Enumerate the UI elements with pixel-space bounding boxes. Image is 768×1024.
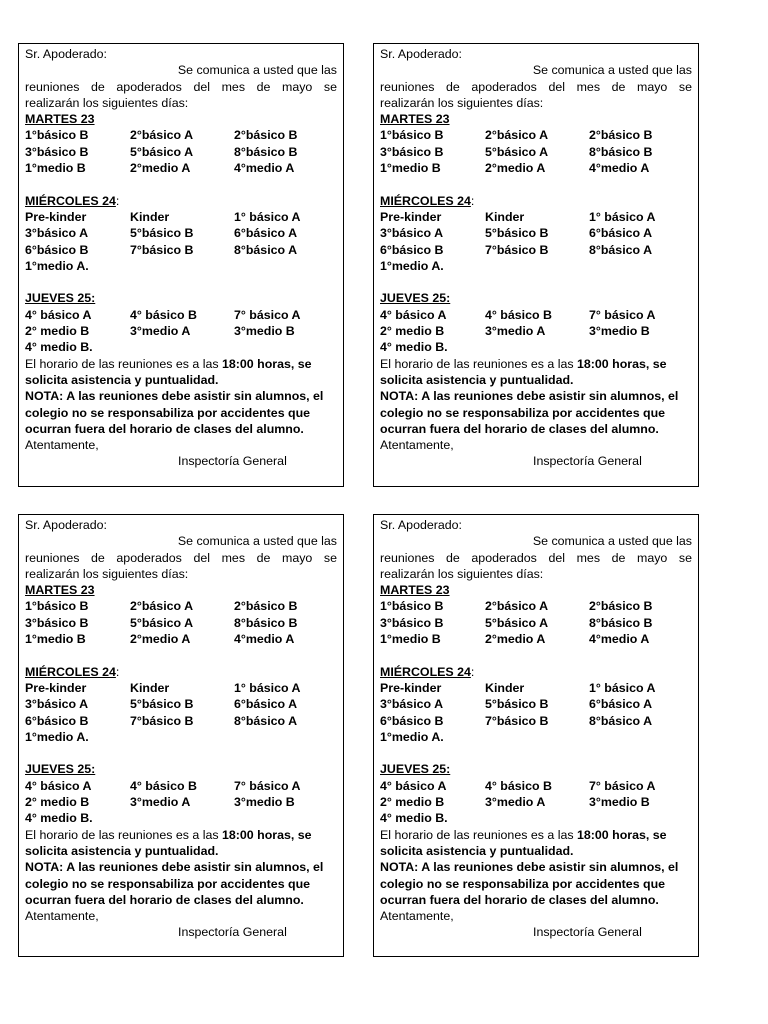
course-cell: 3°medio A bbox=[485, 795, 546, 810]
course-cell: 3°medio A bbox=[130, 324, 191, 339]
course-cell: 3°básico A bbox=[25, 697, 89, 712]
schedule-line-1 bbox=[25, 827, 337, 843]
day-block-jueves bbox=[25, 761, 337, 826]
course-cell: 2°medio A bbox=[130, 632, 191, 647]
course-row bbox=[380, 680, 692, 696]
day-heading-suffix: : bbox=[115, 664, 120, 679]
course-cell: 3°básico B bbox=[25, 615, 89, 630]
course-row bbox=[25, 144, 337, 160]
day-block-jueves bbox=[25, 290, 337, 355]
course-cell: 4° básico A bbox=[380, 778, 447, 793]
schedule-line-2: solicita asistencia y puntualidad. bbox=[380, 843, 574, 858]
intro-line-3: realizarán los siguientes días: bbox=[25, 95, 189, 110]
course-cell: 5°básico B bbox=[485, 226, 549, 241]
day-heading: JUEVES 25: bbox=[25, 291, 96, 306]
schedule-prefix: El horario de las reuniones es a las bbox=[25, 356, 222, 371]
course-row-extra bbox=[25, 810, 337, 826]
note-line-1: NOTA: A las reuniones debe asistir sin alumnos, el bbox=[25, 860, 324, 875]
course-row-extra bbox=[380, 729, 692, 745]
note-line-3: ocurran fuera del horario de clases del alumno. bbox=[25, 892, 304, 907]
signature: Inspectoría General bbox=[533, 925, 642, 940]
note-line-2: colegio no se responsabiliza por accidentes que bbox=[380, 876, 666, 891]
course-cell: 1°básico B bbox=[380, 128, 444, 143]
course-cell: 8°básico A bbox=[234, 242, 298, 257]
intro-line-1: Se comunica a usted que las bbox=[177, 534, 337, 549]
day-heading: MIÉRCOLES 24 bbox=[380, 193, 471, 208]
course-cell: 7° básico A bbox=[234, 778, 301, 793]
schedule-time: 18:00 horas, se bbox=[222, 827, 312, 842]
course-cell: 4°medio A bbox=[589, 632, 650, 647]
day-heading-suffix: : bbox=[470, 664, 475, 679]
course-cell: 2° medio B bbox=[380, 324, 445, 339]
course-row bbox=[380, 160, 692, 176]
note-line-2: colegio no se responsabiliza por accidentes que bbox=[380, 405, 666, 420]
intro-line-2: reuniones de apoderados del mes de mayo se bbox=[25, 79, 337, 94]
course-row bbox=[380, 696, 692, 712]
day-block-miercoles bbox=[380, 193, 692, 274]
course-row bbox=[25, 713, 337, 729]
day-heading: MIÉRCOLES 24 bbox=[25, 193, 116, 208]
course-row bbox=[25, 307, 337, 323]
course-row-extra bbox=[380, 810, 692, 826]
course-cell: 8°básico B bbox=[589, 144, 653, 159]
course-cell: 2°básico A bbox=[485, 128, 549, 143]
course-cell: 6°básico A bbox=[589, 226, 653, 241]
course-cell: Pre-kinder bbox=[380, 680, 442, 695]
course-cell: 2° medio B bbox=[380, 795, 445, 810]
greeting: Sr. Apoderado: bbox=[25, 518, 107, 532]
schedule-line-2: solicita asistencia y puntualidad. bbox=[25, 372, 219, 387]
course-cell: 3°medio A bbox=[130, 795, 191, 810]
day-block-martes bbox=[380, 582, 692, 647]
course-cell: 7° básico A bbox=[589, 778, 656, 793]
intro-line-3: realizarán los siguientes días: bbox=[380, 566, 544, 581]
course-cell: 7°básico B bbox=[130, 713, 194, 728]
day-heading: MIÉRCOLES 24 bbox=[380, 664, 471, 679]
day-block-jueves bbox=[380, 290, 692, 355]
course-cell: 6°básico B bbox=[25, 713, 89, 728]
day-block-miercoles bbox=[25, 193, 337, 274]
course-row bbox=[380, 794, 692, 810]
note-line-3: ocurran fuera del horario de clases del alumno. bbox=[380, 892, 659, 907]
course-cell: 1°medio B bbox=[380, 161, 441, 176]
course-cell: 4°medio A bbox=[589, 161, 650, 176]
course-cell: 4° medio B. bbox=[25, 811, 93, 826]
course-cell: 8°básico A bbox=[589, 713, 653, 728]
note-line-1: NOTA: A las reuniones debe asistir sin alumnos, el bbox=[25, 389, 324, 404]
course-row bbox=[25, 127, 337, 143]
course-cell: 5°básico B bbox=[130, 697, 194, 712]
schedule-prefix: El horario de las reuniones es a las bbox=[380, 827, 577, 842]
signature: Inspectoría General bbox=[178, 454, 287, 469]
course-cell: Kinder bbox=[485, 209, 525, 224]
schedule-time: 18:00 horas, se bbox=[577, 356, 667, 371]
course-cell: 3°básico B bbox=[380, 144, 444, 159]
course-cell: 5°básico A bbox=[485, 615, 549, 630]
course-cell: 5°básico A bbox=[485, 144, 549, 159]
course-cell: 1°medio B bbox=[25, 632, 86, 647]
course-cell: 1° básico A bbox=[234, 680, 301, 695]
day-heading-suffix: : bbox=[470, 193, 475, 208]
intro-line-2: reuniones de apoderados del mes de mayo se bbox=[380, 550, 692, 565]
course-cell: 2°básico A bbox=[130, 128, 194, 143]
notice-card-bottom-right bbox=[373, 514, 699, 957]
course-cell: 3°básico B bbox=[25, 144, 89, 159]
course-cell: 1°medio A. bbox=[380, 729, 444, 744]
course-cell: 7°básico B bbox=[130, 242, 194, 257]
course-cell: 1° básico A bbox=[234, 209, 301, 224]
course-cell: 4° básico A bbox=[25, 778, 92, 793]
course-cell: 3°básico A bbox=[380, 697, 444, 712]
course-row bbox=[25, 598, 337, 614]
course-cell: 5°básico A bbox=[130, 144, 194, 159]
intro-line-3: realizarán los siguientes días: bbox=[380, 95, 544, 110]
course-cell: 6°básico B bbox=[380, 242, 444, 257]
course-cell: 4° básico A bbox=[25, 307, 92, 322]
day-heading: MARTES 23 bbox=[25, 112, 95, 127]
course-row bbox=[25, 615, 337, 631]
course-cell: Pre-kinder bbox=[25, 209, 87, 224]
schedule-line-1 bbox=[380, 827, 692, 843]
day-block-miercoles bbox=[25, 664, 337, 745]
course-cell: 1°medio B bbox=[25, 161, 86, 176]
course-cell: 3°medio B bbox=[589, 795, 650, 810]
day-heading: JUEVES 25: bbox=[25, 762, 96, 777]
course-row bbox=[380, 144, 692, 160]
note-line-2: colegio no se responsabiliza por accidentes que bbox=[25, 405, 311, 420]
course-row-extra bbox=[380, 258, 692, 274]
day-heading: JUEVES 25: bbox=[380, 291, 451, 306]
day-block-jueves bbox=[380, 761, 692, 826]
schedule-line-1 bbox=[380, 356, 692, 372]
course-row bbox=[25, 160, 337, 176]
course-row bbox=[25, 209, 337, 225]
course-row bbox=[25, 631, 337, 647]
course-cell: 7° básico A bbox=[234, 307, 301, 322]
day-heading: JUEVES 25: bbox=[380, 762, 451, 777]
course-cell: 1°medio A. bbox=[380, 258, 444, 273]
course-cell: 1°medio B bbox=[380, 632, 441, 647]
course-cell: 1°básico B bbox=[25, 599, 89, 614]
intro-line-2: reuniones de apoderados del mes de mayo se bbox=[380, 79, 692, 94]
course-cell: 2°medio A bbox=[485, 161, 546, 176]
schedule-prefix: El horario de las reuniones es a las bbox=[380, 356, 577, 371]
schedule-line-1 bbox=[25, 356, 337, 372]
note-line-2: colegio no se responsabiliza por accidentes que bbox=[25, 876, 311, 891]
course-cell: 4° medio B. bbox=[380, 340, 448, 355]
course-cell: 3°medio B bbox=[234, 795, 295, 810]
day-heading-suffix: : bbox=[115, 193, 120, 208]
day-block-martes bbox=[25, 582, 337, 647]
course-cell: 6°básico A bbox=[234, 697, 298, 712]
course-cell: 8°básico B bbox=[234, 144, 298, 159]
course-row-extra bbox=[25, 258, 337, 274]
schedule-time: 18:00 horas, se bbox=[222, 356, 312, 371]
course-row bbox=[380, 598, 692, 614]
course-cell: Kinder bbox=[130, 680, 170, 695]
course-cell: 1° básico A bbox=[589, 209, 656, 224]
intro-line-1: Se comunica a usted que las bbox=[532, 63, 692, 78]
course-cell: 6°básico A bbox=[234, 226, 298, 241]
course-cell: 3°básico B bbox=[380, 615, 444, 630]
course-row-extra bbox=[25, 339, 337, 355]
course-cell: 8°básico B bbox=[234, 615, 298, 630]
course-row bbox=[380, 307, 692, 323]
course-row bbox=[25, 225, 337, 241]
course-row bbox=[380, 242, 692, 258]
course-row bbox=[380, 323, 692, 339]
course-cell: 6°básico B bbox=[25, 242, 89, 257]
notice-card-top-right bbox=[373, 43, 699, 487]
note-line-1: NOTA: A las reuniones debe asistir sin alumnos, el bbox=[380, 860, 679, 875]
intro-line-2: reuniones de apoderados del mes de mayo se bbox=[25, 550, 337, 565]
course-cell: Kinder bbox=[130, 209, 170, 224]
course-cell: 5°básico A bbox=[130, 615, 194, 630]
day-block-miercoles bbox=[380, 664, 692, 745]
schedule-prefix: El horario de las reuniones es a las bbox=[25, 827, 222, 842]
course-cell: 2°básico B bbox=[589, 128, 653, 143]
schedule-line-2: solicita asistencia y puntualidad. bbox=[25, 843, 219, 858]
course-cell: 2°medio A bbox=[485, 632, 546, 647]
course-cell: 4° básico A bbox=[380, 307, 447, 322]
course-cell: 2° medio B bbox=[25, 324, 90, 339]
greeting: Sr. Apoderado: bbox=[380, 47, 462, 61]
day-block-martes bbox=[25, 111, 337, 176]
course-cell: 4° básico B bbox=[130, 778, 197, 793]
course-row bbox=[380, 209, 692, 225]
course-cell: 8°básico A bbox=[589, 242, 653, 257]
day-block-martes bbox=[380, 111, 692, 176]
day-heading: MARTES 23 bbox=[380, 112, 450, 127]
intro-line-3: realizarán los siguientes días: bbox=[25, 566, 189, 581]
course-cell: 8°básico B bbox=[589, 615, 653, 630]
course-cell: 2°básico B bbox=[234, 128, 298, 143]
course-cell: 5°básico B bbox=[485, 697, 549, 712]
course-cell: 7°básico B bbox=[485, 713, 549, 728]
course-cell: 2°medio A bbox=[130, 161, 191, 176]
notice-card-top-left bbox=[18, 43, 344, 487]
course-cell: 1°básico B bbox=[25, 128, 89, 143]
course-row bbox=[25, 242, 337, 258]
closing: Atentamente, bbox=[25, 438, 99, 453]
course-cell: 6°básico A bbox=[589, 697, 653, 712]
closing: Atentamente, bbox=[25, 909, 99, 924]
closing: Atentamente, bbox=[380, 909, 454, 924]
note-line-1: NOTA: A las reuniones debe asistir sin alumnos, el bbox=[380, 389, 679, 404]
course-row bbox=[380, 631, 692, 647]
course-row bbox=[25, 794, 337, 810]
greeting: Sr. Apoderado: bbox=[380, 518, 462, 532]
course-row bbox=[380, 615, 692, 631]
course-cell: 2°básico A bbox=[485, 599, 549, 614]
course-row-extra bbox=[380, 339, 692, 355]
course-row-extra bbox=[25, 729, 337, 745]
day-heading: MIÉRCOLES 24 bbox=[25, 664, 116, 679]
course-cell: 1°medio A. bbox=[25, 258, 89, 273]
notice-card-bottom-left bbox=[18, 514, 344, 957]
course-cell: 5°básico B bbox=[130, 226, 194, 241]
closing: Atentamente, bbox=[380, 438, 454, 453]
course-cell: Pre-kinder bbox=[25, 680, 87, 695]
course-cell: 4° medio B. bbox=[25, 340, 93, 355]
schedule-time: 18:00 horas, se bbox=[577, 827, 667, 842]
greeting: Sr. Apoderado: bbox=[25, 47, 107, 61]
course-cell: 4° medio B. bbox=[380, 811, 448, 826]
course-cell: 1°medio A. bbox=[25, 729, 89, 744]
intro-line-1: Se comunica a usted que las bbox=[177, 63, 337, 78]
course-cell: 2° medio B bbox=[25, 795, 90, 810]
course-cell: 3°medio A bbox=[485, 324, 546, 339]
course-cell: 4° básico B bbox=[485, 307, 552, 322]
course-row bbox=[380, 778, 692, 794]
signature: Inspectoría General bbox=[178, 925, 287, 940]
course-cell: 1° básico A bbox=[589, 680, 656, 695]
course-cell: 3°medio B bbox=[589, 324, 650, 339]
course-cell: 7°básico B bbox=[485, 242, 549, 257]
note-line-3: ocurran fuera del horario de clases del alumno. bbox=[380, 421, 659, 436]
schedule-line-2: solicita asistencia y puntualidad. bbox=[380, 372, 574, 387]
signature: Inspectoría General bbox=[533, 454, 642, 469]
course-row bbox=[25, 323, 337, 339]
course-cell: 8°básico A bbox=[234, 713, 298, 728]
course-cell: 4° básico B bbox=[130, 307, 197, 322]
course-cell: 7° básico A bbox=[589, 307, 656, 322]
day-heading: MARTES 23 bbox=[25, 583, 95, 598]
course-row bbox=[380, 225, 692, 241]
course-row bbox=[25, 778, 337, 794]
course-cell: Pre-kinder bbox=[380, 209, 442, 224]
course-cell: 6°básico B bbox=[380, 713, 444, 728]
note-line-3: ocurran fuera del horario de clases del alumno. bbox=[25, 421, 304, 436]
course-cell: 3°básico A bbox=[380, 226, 444, 241]
course-cell: 4° básico B bbox=[485, 778, 552, 793]
course-row bbox=[25, 696, 337, 712]
course-cell: 2°básico A bbox=[130, 599, 194, 614]
course-cell: 2°básico B bbox=[589, 599, 653, 614]
course-row bbox=[380, 713, 692, 729]
course-cell: 2°básico B bbox=[234, 599, 298, 614]
course-row bbox=[25, 680, 337, 696]
intro-line-1: Se comunica a usted que las bbox=[532, 534, 692, 549]
course-cell: 4°medio A bbox=[234, 161, 295, 176]
course-cell: 3°medio B bbox=[234, 324, 295, 339]
course-cell: 1°básico B bbox=[380, 599, 444, 614]
day-heading: MARTES 23 bbox=[380, 583, 450, 598]
course-cell: 4°medio A bbox=[234, 632, 295, 647]
course-cell: 3°básico A bbox=[25, 226, 89, 241]
course-row bbox=[380, 127, 692, 143]
course-cell: Kinder bbox=[485, 680, 525, 695]
